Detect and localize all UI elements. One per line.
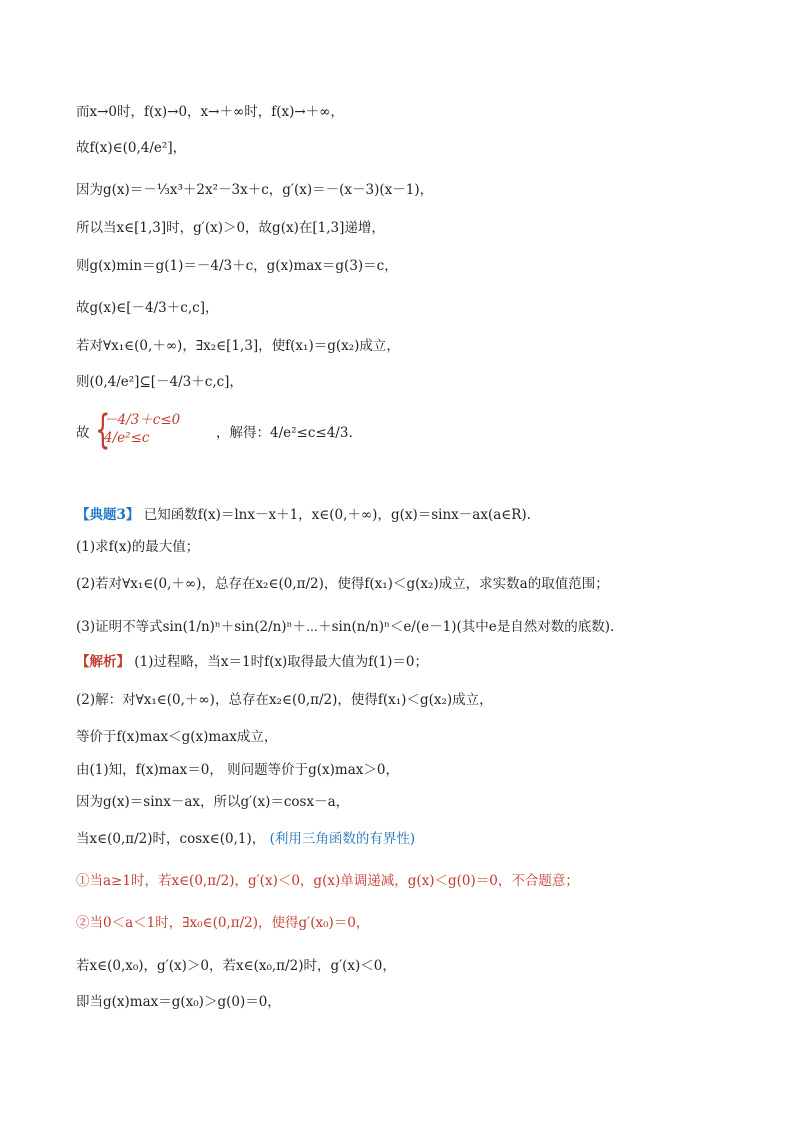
solution-step-6: 当x∈(0,π/2)时，cosx∈(0,1)， [76,831,266,847]
solution-step-6-line [76,829,754,849]
text-line: 而x→0时，f(x)→0，x→＋∞时，f(x)→＋∞， [76,104,344,120]
solution-step-8: ②当0＜a＜1时，∃x₀∈(0,π/2)，使得g′(x₀)＝0， [76,915,370,931]
example-tag: 【典题3】 [76,507,140,523]
solution-step-4: 由(1)知，f(x)max＝0， 则问题等价于g(x)max＞0， [76,762,399,778]
system-row-1: －4/3＋c≤0 [104,412,181,428]
text-line: 因为g(x)＝－⅓x³＋2x²－3x＋c，g′(x)＝－(x－3)(x－1)， [76,182,434,198]
solution-line [76,652,754,672]
solution-step-9: 若x∈(0,x₀)，g′(x)＞0，若x∈(x₀,π/2)时，g′(x)＜0， [76,958,396,974]
system-solution: ，解得：4/e²≤c≤4/3. [216,425,353,441]
text-line: 若对∀x₁∈(0,＋∞)，∃x₂∈[1,3]，使f(x₁)＝g(x₂)成立， [76,338,400,354]
solution-step-3: 等价于f(x)max＜g(x)max成立， [76,729,278,745]
text-line: 故f(x)∈(0,4/e²]， [76,140,187,156]
question-3: (3)证明不等式sin(1/n)ⁿ＋sin(2/n)ⁿ＋⋯＋sin(n/n)ⁿ＜e/(e－1)(其中e是自然对数的底数). [76,619,615,635]
left-brace-icon: { [95,407,111,453]
inequality-system [76,408,376,454]
question-2: (2)若对∀x₁∈(0,＋∞)，总存在x₂∈(0,π/2)，使得f(x₁)＜g(x₂)成立，求实数a的取值范围； [76,576,609,592]
solution-step-2: (2)解：对∀x₁∈(0,＋∞)，总存在x₂∈(0,π/2)，使得f(x₁)＜g(x₂)成立， [76,692,493,708]
example-stem: 已知函数f(x)＝lnx－x＋1，x∈(0,＋∞)，g(x)＝sinx－ax(a∈R). [143,507,531,523]
solution-step-1: (1)过程略，当x＝1时f(x)取得最大值为f(1)＝0； [134,654,428,670]
question-1: (1)求f(x)的最大值； [76,539,200,555]
example-header [76,505,754,525]
text-line: 则(0,4/e²]⊆[－4/3＋c,c]， [76,374,243,390]
solution-step-6-note: (利用三角函数的有界性) [269,831,416,847]
text-line: 则g(x)min＝g(1)＝－4/3＋c，g(x)max＝g(3)＝c， [76,258,398,274]
solution-step-5: 因为g(x)＝sinx－ax，所以g′(x)＝cosx－a， [76,794,350,810]
system-prefix: 故 [76,425,90,441]
system-row-2: 4/e²≤c [104,430,150,446]
text-line: 故g(x)∈[－4/3＋c,c]， [76,300,219,316]
solution-tag: 【解析】 [76,654,130,670]
solution-step-10: 即当g(x)max＝g(x₀)＞g(0)＝0， [76,994,281,1010]
text-line: 所以当x∈[1,3]时，g′(x)＞0，故g(x)在[1,3]递增， [76,220,385,236]
solution-step-7: ①当a≥1时，若x∈(0,π/2)，g′(x)＜0，g(x)单调递减，g(x)＜g(0)＝0，不合题意； [76,873,579,889]
